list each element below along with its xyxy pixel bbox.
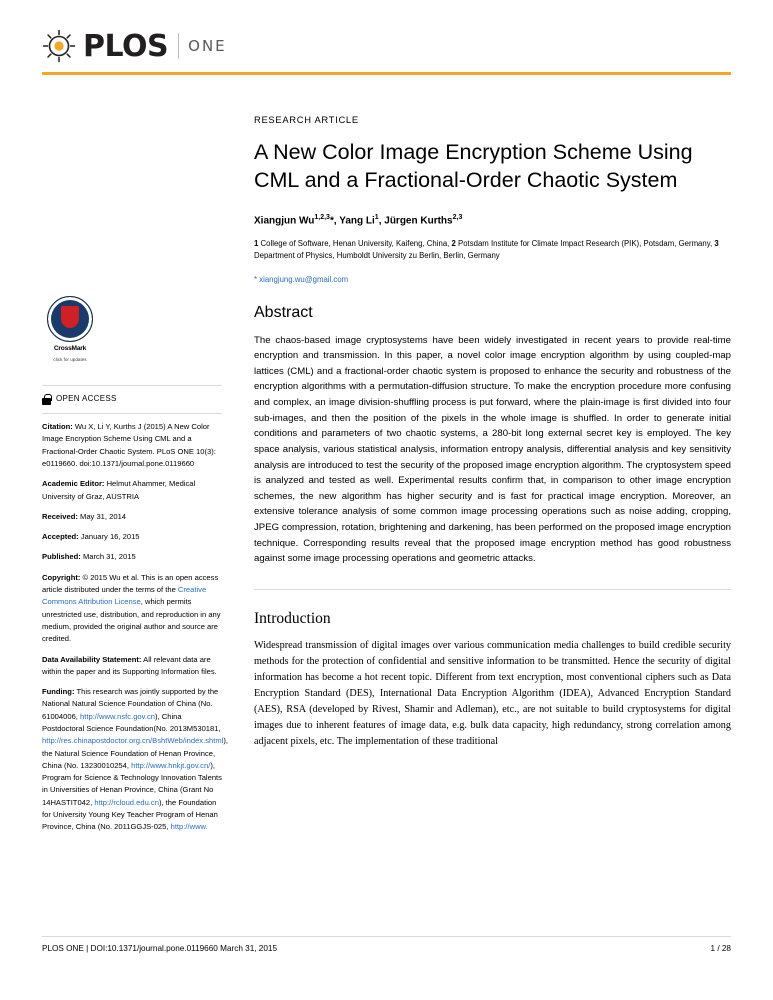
- data-availability-label: Data Availability Statement:: [42, 654, 142, 664]
- citation-block: [42, 421, 222, 470]
- crossmark-badge-icon: [47, 296, 93, 342]
- open-access-row: [42, 393, 222, 406]
- funding-label: Funding:: [42, 687, 75, 697]
- citation-label: Citation:: [42, 422, 73, 432]
- open-access-label: OPEN ACCESS: [56, 394, 117, 404]
- introduction-paragraph: Widespread transmission of digital images over various communication media challenges to build credible security methods for the protection of confidential and sensitive information to be transmitted. Hence the security of digital information has become a hot recent topic. Different from text encryption, most conventional ciphers such as Data Encryption Standard (DES), International Data Encryption Algorithm (IDEA), Advanced Encryption Standard (AES), RSA (developed by Rivest, Shamir and Adleman), etc., are not suitable to build cryptosystems for digital images due to inherent features of image data, e.g. bulk data capacity, high redundancy, strong correlation among adjacent pixels, etc. The implementation of these traditional: [254, 639, 731, 747]
- data-availability-text: All relevant data are within the paper and its Supporting Information files.: [42, 654, 217, 676]
- plos-logo-icon: [42, 29, 76, 63]
- funding-link-2[interactable]: http://res.chinapostdoctor.org.cn/BshtWeb/index.shtml: [42, 736, 224, 746]
- sidebar-divider-1: [42, 385, 222, 386]
- sidebar-divider-2: [42, 413, 222, 414]
- received-label: Received:: [42, 511, 78, 521]
- funding-text-3: ), the Natural Science Foundation of Henan Province, China (No. 13230010254,: [42, 736, 229, 770]
- accepted-label: Accepted:: [42, 532, 79, 542]
- affiliations: 1 College of Software, Henan University, Kaifeng, China, 2 Potsdam Institute for Climate Impact Research (PIK), Potsdam, Germany, 3 Department of Physics, Humboldt University zu Berlin, Berlin, Germany: [254, 239, 719, 261]
- journal-name: ONE: [188, 37, 227, 55]
- editor-block: [42, 478, 222, 503]
- main-column: [254, 114, 731, 750]
- section-divider: [254, 589, 731, 590]
- received-text: May 31, 2014: [77, 511, 127, 521]
- accepted-text: January 16, 2015: [78, 532, 140, 542]
- corresponding-author: [254, 275, 731, 284]
- footer-citation: PLOS ONE | DOI:10.1371/journal.pone.0119660 March 31, 2015: [42, 944, 278, 953]
- crossmark-label: CrossMark: [53, 345, 87, 352]
- introduction-heading: Introduction: [254, 609, 331, 627]
- footer: [42, 944, 731, 953]
- funding-text-4: ), Program for Science & Technology Innovation Talents in Universities of Henan Province, China (Grant No 14HASTIT042,: [42, 760, 222, 807]
- corresponding-email[interactable]: * xiangjung.wu@gmail.com: [254, 274, 349, 284]
- funding-text-1: This research was jointly supported by the National Natural Science Foundation of China (No. 61004006,: [42, 687, 219, 721]
- crossmark-badge[interactable]: [42, 296, 98, 363]
- masthead-divider: [178, 33, 179, 59]
- funding-link-3[interactable]: http://www.hnkjt.gov.cn/: [131, 760, 211, 770]
- page-title: A New Color Image Encryption Scheme Using CML and a Fractional-Order Chaotic System: [254, 140, 693, 192]
- plos-brand: PLOS: [83, 28, 169, 64]
- funding-link-1[interactable]: http://www.nsfc.gov.cn: [80, 711, 155, 721]
- open-lock-icon: [42, 394, 51, 405]
- editor-text: Helmut Ahammer, Medical University of Graz, AUSTRIA: [42, 479, 196, 501]
- data-availability-block: [42, 654, 222, 679]
- funding-link-4[interactable]: http://rcloud.edu.cn: [94, 797, 159, 807]
- citation-text: Wu X, Li Y, Kurths J (2015) A New Color Image Encryption Scheme Using CML and a Fractional-Order Chaotic System. PLoS ONE 10(3): e0119660. doi:10.1371/journal.pone.0119660: [42, 422, 216, 468]
- funding-text-2: ), China Postdoctoral Science Foundation(No. 2013M530181,: [42, 711, 221, 733]
- funding-link-5[interactable]: http://www.: [170, 822, 208, 832]
- sidebar: [42, 296, 229, 842]
- page-number: 1 / 28: [710, 944, 731, 953]
- published-text: March 31, 2015: [80, 552, 136, 562]
- copyright-text-2: , which permits unrestricted use, distribution, and reproduction in any medium, provided the original author and source are credited.: [42, 597, 221, 644]
- published-block: [42, 551, 222, 563]
- copyright-license-link[interactable]: Creative Commons Attribution License: [42, 585, 207, 607]
- copyright-label: Copyright:: [42, 572, 81, 582]
- received-block: [42, 511, 222, 523]
- published-label: Published:: [42, 552, 81, 562]
- copyright-text-1: © 2015 Wu et al. This is an open access article distributed under the terms of the: [42, 572, 219, 595]
- header-rule: [42, 72, 731, 75]
- abstract-heading: Abstract: [254, 303, 313, 321]
- funding-text-5: ), the Foundation for University Young Key Teacher Program of Henan Province, China (No. 2011GGJS-025,: [42, 797, 218, 832]
- article-type-label: RESEARCH ARTICLE: [254, 114, 359, 125]
- crossmark-sublabel: click for updates: [53, 356, 87, 362]
- funding-block: [42, 686, 229, 834]
- footer-rule: [42, 936, 731, 937]
- copyright-block: [42, 572, 222, 646]
- author-list: Xiangjun Wu$^{1,2,3}$*, Yang Li$^1$, Jürgen Kurths$^{2,3}$: [254, 214, 463, 227]
- abstract-text: The chaos-based image cryptosystems have been widely investigated in recent years to provide real-time encryption and transmission. In this paper, a novel color image encryption algorithm by using coupled-map lattices (CML) and a fractional-order chaotic system is proposed to enhance the security and robustness of the encryption algorithms with a permutation-diffusion structure. To make the encryption procedure more confusing and complex, an image division-shuffling process is put forward, where the plain-image is first divided into four sub-images, and then the position of the pixels in the whole image is shuffled. In order to generate initial conditions and parameters of two chaotic systems, a 280-bit long external secret key is employed. The key space analysis, various statistical analysis, information entropy analysis, differential analysis and key sensitivity analysis are introduced to test the security of the proposed image encryption algorithm. The cryptosystem speed is analyzed and tested as well. Experimental results confirm that, in comparison to other image encryption schemes, the new algorithm has higher security and is fast for practical image encryption. Moreover, an extensive tolerance analysis of some common image processing operations such as noise adding, cropping, JPEG compression, rotation, brightening and darkening, has been performed on the proposed image encryption technique. Corresponding results reveal that the proposed image encryption method has good robustness against some image processing operations and geometric attacks.: [254, 334, 731, 565]
- masthead: [42, 26, 227, 66]
- accepted-block: [42, 531, 222, 543]
- editor-label: Academic Editor:: [42, 479, 105, 489]
